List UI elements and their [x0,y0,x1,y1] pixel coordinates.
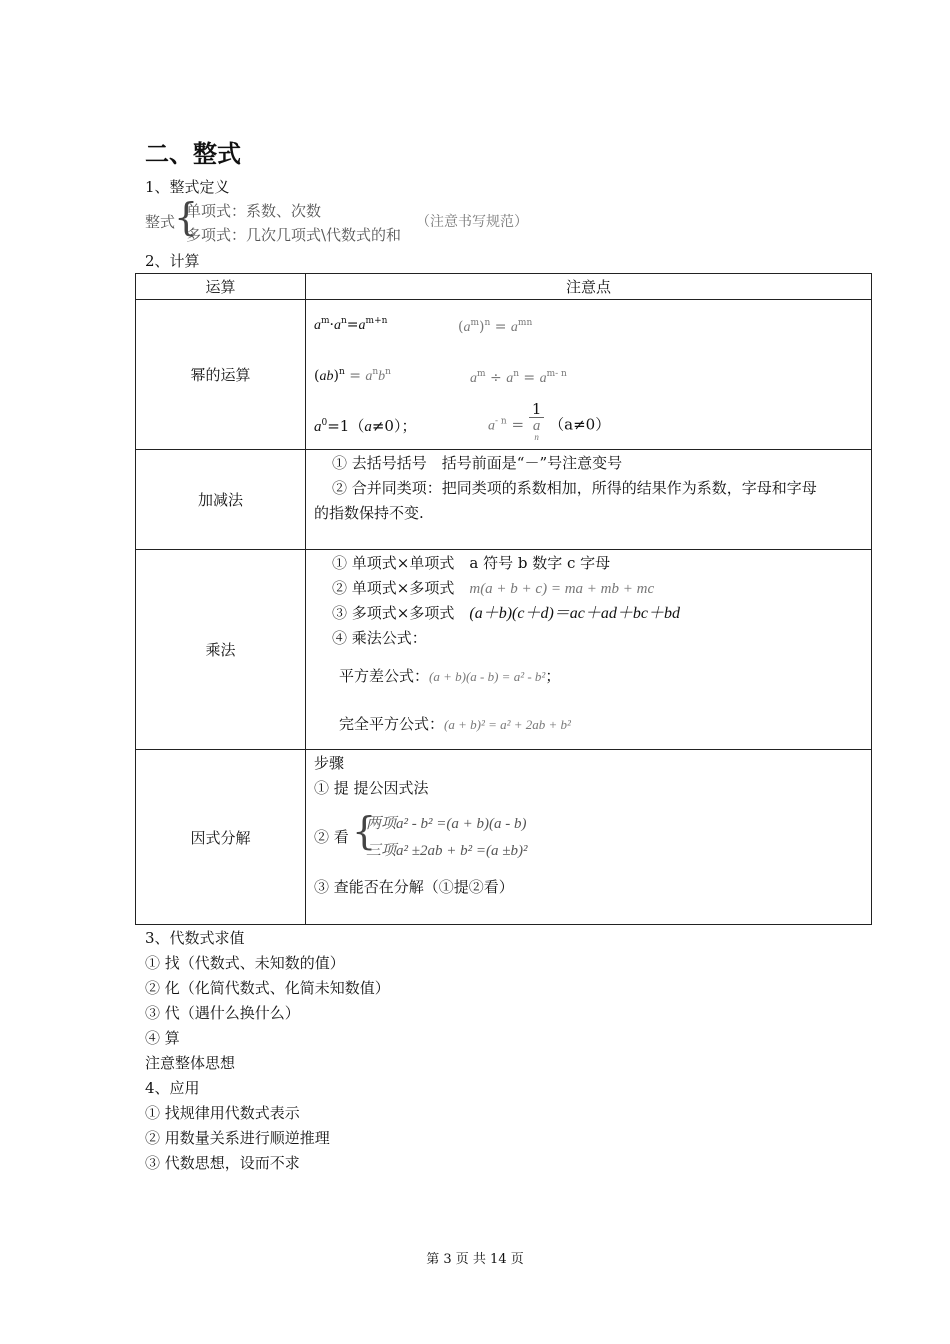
definition-line-polynomial: 多项式：几次几项式\代数式的和 [186,226,402,244]
s3-item-3: ③ 代（遇什么换什么） [145,1004,300,1022]
s4-item-2: ② 用数量关系进行顺逆推理 [145,1129,330,1147]
addsub-line-2: ② 合并同类项：把同类项的系数相加，所得的结果作为系数，字母和字母 [332,479,817,497]
row-content-multiplication [306,550,872,750]
formula-power-of-product: $(ab)^n = a^nb^n$ [314,367,391,384]
s4-item-1: ① 找规律用代数式表示 [145,1104,300,1122]
factor-line-extract: ① 提 提公因式法 [314,779,429,797]
s3-item-1: ① 找（代数式、未知数的值） [145,954,345,972]
addsub-line-1: ① 去括号括号 括号前面是“－”号注意变号 [332,454,623,472]
mult-line-2: ② 单项式×多项式 m(a + b + c) = ma + mb + mc [332,579,655,597]
section-3-heading: 3、代数式求值 [145,929,245,947]
row-content-factorization [306,750,872,925]
factor-line-check: ③ 查能否在分解（①提②看） [314,878,514,896]
mult-line-difference-of-squares: 平方差公式：(a + b)(a - b) = a² - b²； [339,667,561,685]
definition-lhs: 整式 [145,213,176,231]
s3-note: 注意整体思想 [145,1054,236,1072]
mult-line-4: ④ 乘法公式： [332,629,427,647]
row-content-addsub [306,450,872,550]
section-title: 二、整式 [145,140,241,168]
factor-three-terms: 三项a² ±2ab + b² =(a ±b)² [366,843,528,859]
formula-product-powers: $a^m\cdot a^n=a^{m+n}$ [314,316,388,333]
factor-line-look-label: ② 看 [314,828,349,846]
mult-line-1: ① 单项式×单项式 a 符号 b 数字 c 字母 [332,554,611,572]
row-label-addsub: 加减法 [136,450,306,550]
section-1-heading: 1、整式定义 [145,178,230,196]
brace-icon: { [352,809,377,853]
calculation-table [135,273,872,925]
definition-line-monomial: 单项式：系数、次数 [186,202,322,220]
row-label-factorization: 因式分解 [136,750,306,925]
s3-item-2: ② 化（化简代数式、化简未知数值） [145,979,390,997]
header-notes: 注意点 [306,274,872,300]
row-label-multiplication: 乘法 [136,550,306,750]
row-label-power: 幂的运算 [136,300,306,450]
row-content-power [306,300,872,450]
addsub-line-3: 的指数保持不变. [314,504,424,522]
formula-zero-exponent: $a^0=1(a\ne 0)$； [314,417,417,435]
formula-quotient-powers: $a^m \div a^n = a^{m- n}$ [470,369,567,386]
brace-icon: { [174,195,199,239]
section-2-heading: 2、计算 [145,252,200,270]
factor-two-terms: 两项a² - b² =(a + b)(a - b) [366,816,527,832]
mult-line-perfect-square: 完全平方公式：(a + b)² = a² + 2ab + b² [339,715,571,733]
s4-item-3: ③ 代数思想，设而不求 [145,1154,300,1172]
factor-line-steps: 步骤 [314,754,345,772]
section-4-heading: 4、应用 [145,1079,200,1097]
definition-note: （注意书写规范） [416,214,528,230]
header-operation: 运算 [136,274,306,300]
mult-line-3: ③ 多项式×多项式 (a＋b)(c＋d)＝ac＋ad＋bc＋bd [332,604,680,622]
page-footer: 第 3 页 共 14 页 [426,1252,524,1267]
formula-negative-exponent: $a^{- n}$ = 1 a $^n$ （a≠0） [488,400,611,442]
formula-power-of-power: $(a^m)^n = a^{mn}$ [458,318,533,335]
s3-item-4: ④ 算 [145,1029,180,1047]
